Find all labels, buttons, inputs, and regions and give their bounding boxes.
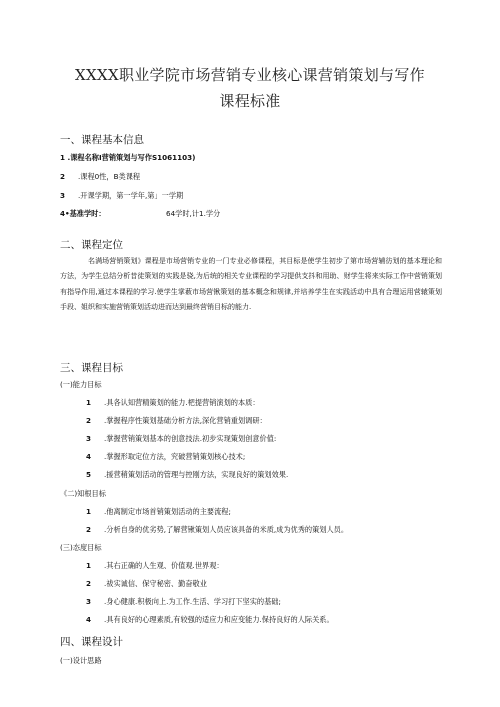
list-number: 2 <box>86 525 92 534</box>
section-4-heading: 四、课程设计 <box>60 636 123 648</box>
s1-line-1: 1 .课程名称I营销策划与写作S1061103) <box>60 153 196 162</box>
ability-goal-4 <box>86 452 245 462</box>
list-number: 3 <box>86 434 92 443</box>
list-text: .掌握形取定位方法，究破营销策划核心技术; <box>104 452 246 461</box>
s1-line-4-value: 64学时,计1.学分 <box>166 209 221 218</box>
section-1-heading: 一、课程基本信息 <box>60 134 144 146</box>
list-number: 4 <box>86 452 92 461</box>
list-text: .援营稍策划活动的管理与控刚方法，实现良好的策划效果. <box>104 470 289 479</box>
section-3-heading: 三、课程目标 <box>60 362 123 374</box>
document-title-line1: XXXX职业学院市场营销专业核心课营销策划与写作 <box>75 66 425 84</box>
document-title-line2: 课程标准 <box>219 92 281 110</box>
list-number: 4 <box>86 615 92 624</box>
ability-goal-1 <box>86 398 260 408</box>
s1-line-2 <box>60 172 140 182</box>
list-text: .具各认知营精策划的能力.杷提营销演划的本质： <box>104 398 260 407</box>
attitude-goal-3 <box>86 597 281 607</box>
s1-line-2-number: 2 <box>60 172 66 181</box>
s1-line-3-text: .开课学期，第一学年,第」一学期 <box>78 191 184 200</box>
list-number: 1 <box>86 507 92 516</box>
list-text: .身心健康.积极向上.为工作.生活、学习打下坚实的基础; <box>104 597 281 606</box>
list-number: 1 <box>86 561 92 570</box>
list-number: 3 <box>86 597 92 606</box>
attitude-goal-2 <box>86 579 207 589</box>
s2-paragraph: 名满场营销策划》课程是市场营销专业的一门专业必修课程，其目标是使学生初步了第市场营辅彷划的基本理论和方法，为学生总结分析昔徒策划的实践是骁,为后统的相关专业课程的学习提供支抖和用助、财学生将来实际工作中营销策划有指导作用,通过本课程的学习.使学生掌薮市场营锹策划的基本概念和规律,并培养学生在实践活动中具有合理运用营辕策划手段、姐织和实施营销策划活动进而达到最终营销目标的能力. <box>60 257 442 312</box>
s1-line-4-label: 4•基准学时： <box>60 209 106 218</box>
knowledge-goal-1 <box>86 507 231 517</box>
ability-goal-5 <box>86 470 288 480</box>
list-text: .掌握营销策划基本的创意技法.初步实现策划创意价值: <box>104 434 277 443</box>
knowledge-goal-2 <box>86 525 348 535</box>
ability-goal-3 <box>86 434 276 444</box>
list-number: 1 <box>86 398 92 407</box>
list-text: .他离制定市场首销策划活动的主要流程; <box>104 507 231 516</box>
s4-sub-design: (一)设计思路 <box>60 656 102 665</box>
s3-sub-ability: (一)能力目标 <box>60 380 102 389</box>
list-text: .祓实诚信、保守秘密、勤奋敬业 <box>104 579 207 588</box>
s3-sub-knowledge: 《二)知根目标 <box>60 489 106 498</box>
s3-sub-attitude: (三)态度目标 <box>60 543 102 552</box>
list-number: 2 <box>86 579 92 588</box>
s1-line-3 <box>60 191 183 201</box>
list-text: .掌握程序性策划基础分析方法,深化营销重划调研： <box>104 416 267 425</box>
attitude-goal-1 <box>86 561 224 571</box>
list-number: 5 <box>86 470 92 479</box>
list-number: 2 <box>86 416 92 425</box>
section-2-heading: 二、课程定位 <box>60 239 123 251</box>
list-text: .其右正确的人生观、价值观.世界观： <box>104 561 224 570</box>
s1-line-3-number: 3 <box>60 191 66 200</box>
s1-line-2-text: .课程0性，B类课程 <box>78 172 141 181</box>
list-text: .具有良好的心理素质,有较强的适应力和应变能力.保持良好的人际关系。 <box>104 615 334 624</box>
list-text: .分析自身的优劣势,了解营锹策划人员应该具备的米质,成为优秀的策划人员。 <box>104 525 349 534</box>
ability-goal-2 <box>86 416 267 426</box>
attitude-goal-4 <box>86 615 334 625</box>
